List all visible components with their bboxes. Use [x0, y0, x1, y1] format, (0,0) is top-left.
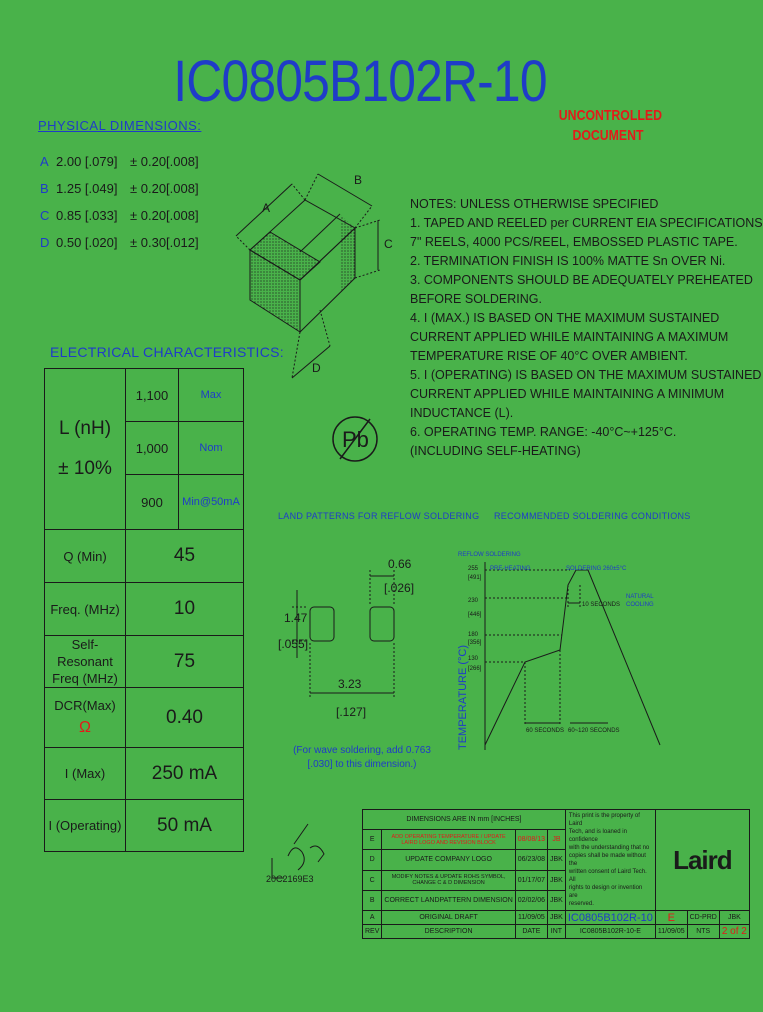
soldering-profile-chart	[440, 540, 720, 760]
property-notice-cell	[565, 810, 655, 911]
imax-label: I (Max)	[45, 748, 126, 800]
dim-key: B	[40, 181, 49, 196]
iop-value: 50 mA	[126, 800, 244, 852]
inductance-tolerance: ± 10%	[58, 458, 112, 479]
doc-type: CD-PRD	[687, 911, 719, 925]
note-line: NOTES: UNLESS OTHERWISE SPECIFIED	[410, 197, 659, 211]
time-60s: 60 SECONDS	[526, 728, 565, 734]
wave-note-line-2: [.030] to this dimension.)	[307, 759, 417, 770]
land-span: 3.23	[338, 677, 362, 691]
tick-180-f: [356]	[468, 640, 482, 646]
dim-key: C	[40, 208, 50, 223]
inductance-label-cell	[45, 369, 126, 530]
note-line: (INCLUDING SELF-HEATING)	[410, 444, 581, 458]
tick-130-f: [266]	[468, 666, 482, 672]
table-row	[45, 530, 244, 583]
foot-rev: REV	[363, 925, 382, 939]
property-line: reserved.	[568, 901, 594, 907]
l-nom-value: 1,000	[126, 422, 179, 475]
note-line: 5. I (OPERATING) IS BASED ON THE MAXIMUM SUSTAINED	[410, 368, 762, 382]
note-line: 3. COMPONENTS SHOULD BE ADEQUATELY PREHEATED	[410, 273, 753, 287]
rev-e: E	[363, 830, 382, 850]
dims-note: DIMENSIONS ARE IN mm [INCHES]	[363, 810, 566, 830]
dim-tolerance: ± 0.30[.012]	[130, 235, 199, 250]
table-row	[363, 925, 750, 939]
table-row	[45, 688, 244, 748]
property-line: This print is the property of Laird	[568, 813, 640, 827]
note-line: CURRENT APPLIED WHILE MAINTAINING A MAXIMUM	[410, 330, 729, 344]
rev-d-by: JBK	[548, 850, 566, 870]
dim-value: 0.85 [.033]	[56, 208, 118, 223]
dcr-value: 0.40	[126, 688, 244, 748]
l-max-kind: Max	[179, 369, 244, 422]
property-line: copies shall be made without the	[568, 853, 646, 867]
land-pattern-heading: LAND PATTERNS FOR REFLOW SOLDERING	[278, 511, 480, 521]
freq-label: Freq. (MHz)	[45, 583, 126, 636]
srf-value: 75	[126, 636, 244, 688]
imax-value: 250 mA	[126, 748, 244, 800]
note-line: 6. OPERATING TEMP. RANGE: -40°C~+125°C.	[410, 425, 677, 439]
rev-d-date: 06/23/08	[515, 850, 547, 870]
lead-free-symbol	[330, 404, 380, 474]
physical-dimensions-list	[40, 153, 230, 252]
freq-value: 10	[126, 583, 244, 636]
uncontrolled-stamp	[558, 106, 662, 146]
logo-cell	[655, 810, 749, 911]
rev-e-date: 08/08/13	[515, 830, 547, 850]
rev-a: A	[363, 911, 382, 925]
note-line: 7" REELS, 4000 PCS/REEL, EMBOSSED PLASTIC TAPE.	[410, 235, 738, 249]
q-label: Q (Min)	[45, 530, 126, 583]
rev-e-by: JB	[548, 830, 566, 850]
part-rev: E	[655, 911, 687, 925]
land-pattern-drawing	[270, 550, 430, 720]
dim-tolerance: ± 0.20[.008]	[130, 154, 199, 169]
time-60-120s: 60~120 SECONDS	[568, 728, 620, 734]
land-width: 0.66	[388, 557, 412, 571]
land-height: 1.47	[284, 611, 308, 625]
tick-230-f: [446]	[468, 612, 482, 618]
foot-date: DATE	[515, 925, 547, 939]
part-number: IC0805B102R-10	[565, 911, 655, 925]
dim-row-a	[40, 153, 230, 171]
tick-180: 180	[468, 632, 479, 638]
dim-value: 0.50 [.020]	[56, 235, 118, 250]
dim-row-b	[40, 180, 230, 198]
label-d: D	[312, 361, 321, 375]
dcr-label-cell	[45, 688, 126, 748]
tick-255: 255	[468, 566, 479, 572]
electrical-table	[44, 368, 244, 852]
dim-key: A	[40, 154, 49, 169]
inductance-label: L (nH)	[58, 418, 112, 439]
rev-b-by: JBK	[548, 890, 566, 910]
rev-d-desc: UPDATE COMPANY LOGO	[382, 850, 515, 870]
wave-solder-note	[292, 744, 432, 772]
table-row	[45, 583, 244, 636]
electrical-heading: ELECTRICAL CHARACTERISTICS:	[50, 344, 284, 360]
note-line: INDUCTANCE (L).	[410, 406, 514, 420]
reflow-label: REFLOW SOLDERING	[458, 552, 521, 558]
rev-c-date: 01/17/07	[515, 870, 547, 890]
q-value: 45	[126, 530, 244, 583]
label-b: B	[354, 173, 363, 187]
ul-code: 20C2169E3	[266, 874, 314, 884]
preheating-label: PRE-HEATING	[490, 566, 531, 572]
cooling-label: COOLING	[626, 602, 654, 608]
rev-d: D	[363, 850, 382, 870]
property-line: written consent of Laird Tech. All	[568, 869, 647, 883]
foot-by: INT	[548, 925, 566, 939]
property-line: rights to design or invention are	[568, 885, 643, 899]
rev-a-date: 11/09/05	[515, 911, 547, 925]
rev-a-desc: ORIGINAL DRAFT	[382, 911, 515, 925]
dcr-label: DCR(Max)	[54, 698, 116, 713]
uncontrolled-line-1: UNCONTROLLED	[558, 107, 662, 124]
uncontrolled-line-2: DOCUMENT	[572, 127, 644, 144]
note-line: BEFORE SOLDERING.	[410, 292, 542, 306]
property-line: with the understanding that no	[568, 845, 650, 851]
natural-label: NATURAL	[626, 594, 654, 600]
label-a: A	[262, 201, 271, 215]
l-min-value: 900	[126, 475, 179, 530]
note-line: CURRENT APPLIED WHILE MAINTAINING A MINIMUM	[410, 387, 725, 401]
table-row	[45, 369, 244, 422]
soldering-label: SOLDERING 260±5°C	[566, 566, 627, 572]
drawing-title: IC0805B102R-10	[173, 49, 547, 114]
rev-e-desc: ADD OPERATING TEMPERATURE / UPDATE LAIRD LOGO AND REVISION BLOCK	[382, 830, 515, 850]
table-row	[363, 810, 750, 830]
tick-255-f: [491]	[468, 575, 482, 581]
rev-c-by: JBK	[548, 870, 566, 890]
rev-b-desc: CORRECT LANDPATTERN DIMENSION	[382, 890, 515, 910]
note-line: TEMPERATURE RISE OF 40°C OVER AMBIENT.	[410, 349, 688, 363]
title-block	[362, 809, 750, 939]
srf-label: Self-Resonant Freq (MHz)	[45, 636, 126, 688]
ohm-symbol: Ω	[79, 719, 91, 736]
l-max-value: 1,100	[126, 369, 179, 422]
land-height-in: [.055]	[278, 637, 309, 651]
dim-value: 1.25 [.049]	[56, 181, 118, 196]
table-row	[45, 748, 244, 800]
soldering-heading: RECOMMENDED SOLDERING CONDITIONS	[494, 511, 691, 521]
rev-b: B	[363, 890, 382, 910]
sheet-number: 2 of 2	[719, 925, 749, 939]
tick-230: 230	[468, 598, 479, 604]
laird-logo: Laird	[673, 844, 732, 875]
physical-dimensions-heading: PHYSICAL DIMENSIONS:	[38, 118, 202, 133]
iop-label: I (Operating)	[45, 800, 126, 852]
rev-a-by: JBK	[548, 911, 566, 925]
file-name: IC0805B102R-10-E	[565, 925, 655, 939]
land-width-in: [.026]	[384, 581, 415, 595]
scale: NTS	[687, 925, 719, 939]
foot-desc: DESCRIPTION	[382, 925, 515, 939]
release-date: 11/09/05	[655, 925, 687, 939]
wave-note-line-1: (For wave soldering, add 0.763	[293, 745, 431, 756]
l-min-kind: Min@50mA	[179, 475, 244, 530]
land-span-in: [.127]	[336, 705, 367, 719]
table-row	[363, 911, 750, 925]
pb-text: Pb	[342, 427, 369, 452]
table-row	[45, 800, 244, 852]
time-10s: 10 SECONDS	[582, 602, 621, 608]
note-line: 4. I (MAX.) IS BASED ON THE MAXIMUM SUSTAINED	[410, 311, 720, 325]
rev-c: C	[363, 870, 382, 890]
l-nom-kind: Nom	[179, 422, 244, 475]
dim-key: D	[40, 235, 50, 250]
dim-tolerance: ± 0.20[.008]	[130, 181, 199, 196]
label-c: C	[384, 237, 393, 251]
notes-block	[410, 195, 763, 461]
table-row	[45, 636, 244, 688]
note-line: 2. TERMINATION FINISH IS 100% MATTE Sn OVER Ni.	[410, 254, 726, 268]
rev-c-desc: MODIFY NOTES & UPDATE ROHS SYMBOL, CHANGE C & D DIMENSION	[382, 870, 515, 890]
note-line: 1. TAPED AND REELED per CURRENT EIA SPECIFICATIONS	[410, 216, 763, 230]
rev-b-date: 02/02/06	[515, 890, 547, 910]
dim-row-d	[40, 234, 230, 252]
tick-130: 130	[468, 656, 479, 662]
temperature-axis-label: TEMPERATURE (°C)	[457, 644, 469, 750]
initials: JBK	[719, 911, 749, 925]
dim-tolerance: ± 0.20[.008]	[130, 208, 199, 223]
dim-row-c	[40, 207, 230, 225]
dim-value: 2.00 [.079]	[56, 154, 118, 169]
property-line: Tech, and is loaned in confidence	[568, 829, 627, 843]
